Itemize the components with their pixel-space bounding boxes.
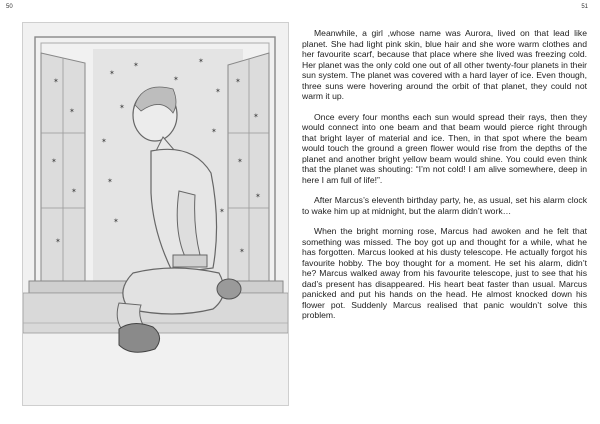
svg-text:✶: ✶	[253, 112, 259, 120]
svg-text:✶: ✶	[255, 192, 261, 200]
svg-text:✶: ✶	[55, 237, 61, 245]
paragraph: Meanwhile, a girl ,whose name was Aurora, lived on that lead like planet. She had light pink skin, blue hair and she wore warm clothes and her favourite scarf, because that place where she lived was freezing cold. Her planet was the only cold one out of all other twenty-four planets in their sun system. The planet was covered with a hard layer of ice. Even though, three suns were hovering around the orbit of that planet, they could not warm it up.	[302, 28, 587, 101]
svg-text:✶: ✶	[101, 137, 107, 145]
story-text-column	[302, 28, 587, 331]
svg-text:✶: ✶	[71, 187, 77, 195]
paragraph: When the bright morning rose, Marcus had awoken and he felt that something was missed. The boy got up and thought for a while, what he has forgotten. Marcus looked at his dusty telescope. He actually forgot his favourite hobby. The boy thought for a moment. He set his alarm, didn’t he? Marcus walked away from his favourite telescope, just to see that his dad’s present has disappeared. His heart beat faster than usual. Marcus panicked and put his hands on the head. He almost knocked down his flower pot. Suddenly Marcus realised that panic wouldn’t solve this problem.	[302, 226, 587, 320]
boy-at-window-illustration	[22, 22, 289, 406]
svg-text:✶: ✶	[53, 77, 59, 85]
svg-text:✶: ✶	[133, 61, 139, 69]
svg-text:✶: ✶	[113, 217, 119, 225]
svg-text:✶: ✶	[237, 157, 243, 165]
svg-text:✶: ✶	[211, 127, 217, 135]
paragraph: After Marcus’s eleventh birthday party, he, as usual, set his alarm clock to wake him up at midnight, but the alarm didn’t work…	[302, 195, 587, 216]
page-number-left: 50	[6, 4, 13, 10]
svg-text:✶: ✶	[239, 247, 245, 255]
pencil-sketch	[23, 23, 288, 405]
page-number-right: 51	[581, 4, 588, 10]
paragraph: Once every four months each sun would spread their rays, then they would connect into one beam and that beam would pierce right through that bright layer of material and ice. Then, in that spot where the beam would touch the ground a green flower would rise from the depths of the planet and another bright yellow beam would shine. You could even think that the planet was shouting: “I’m not cold! I am alive somewhere, deep in here I am full of life!”.	[302, 111, 587, 185]
svg-text:✶: ✶	[109, 69, 115, 77]
svg-text:✶: ✶	[215, 87, 221, 95]
svg-text:✶: ✶	[219, 207, 225, 215]
svg-text:✶: ✶	[173, 75, 179, 83]
svg-text:✶: ✶	[198, 57, 204, 65]
svg-text:✶: ✶	[235, 77, 241, 85]
svg-text:✶: ✶	[119, 103, 125, 111]
svg-text:✶: ✶	[69, 107, 75, 115]
svg-text:✶: ✶	[107, 177, 113, 185]
svg-text:✶: ✶	[51, 157, 57, 165]
